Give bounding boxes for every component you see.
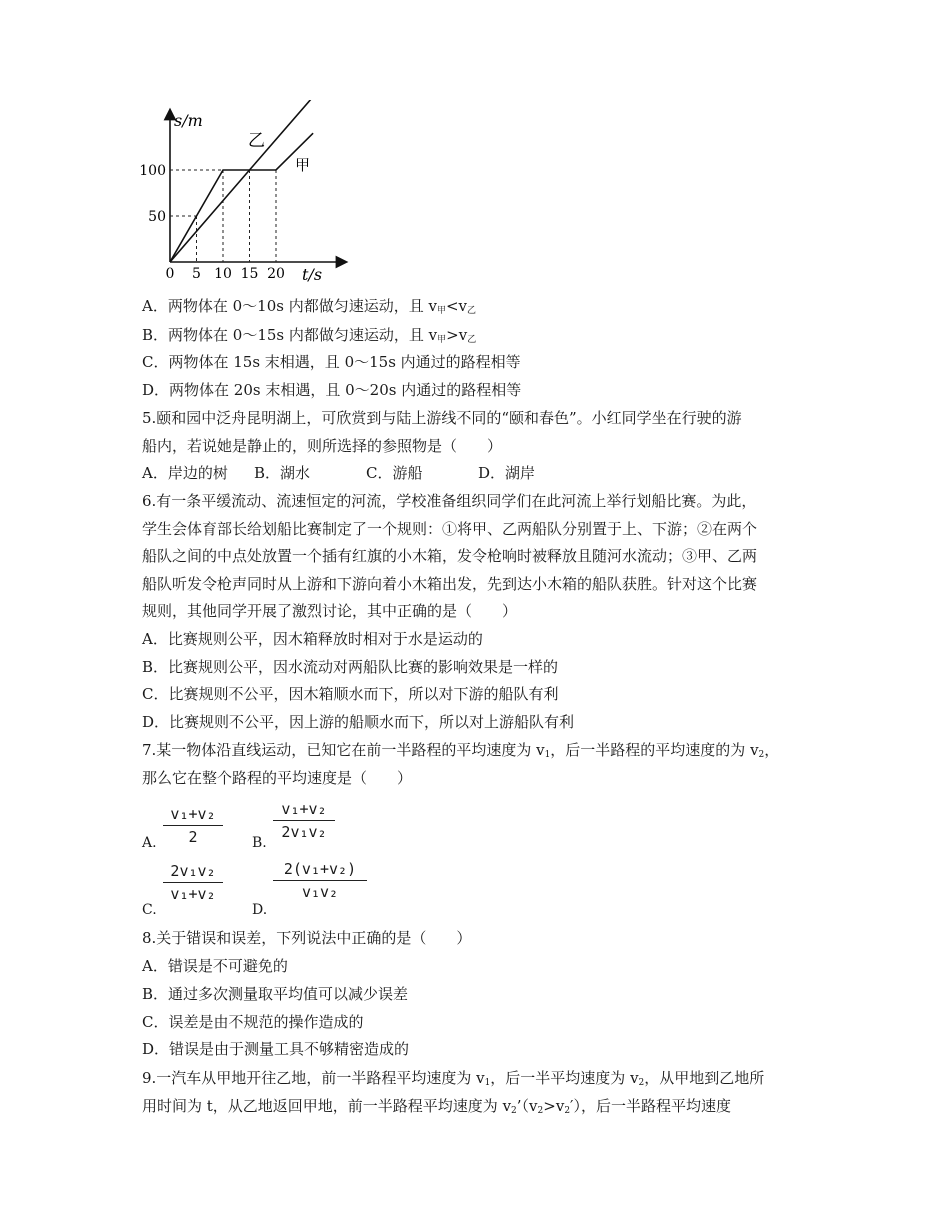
q9-stem-line2: 用时间为 t，从乙地返回甲地，前一半路程平均速度为 $v_2’(v_2>v_2')$，后一半路程平均速度 [142, 1097, 731, 1116]
x-tick-label: 0 [165, 266, 175, 282]
series-label-yi: 乙 [248, 131, 265, 151]
y-tick-label: 100 [139, 163, 166, 179]
q5-stem-line1: 5.颐和园中泛舟昆明湖上，可欣赏到与陆上游线不同的“颐和春色”。小红同学坐在行驶的游 [142, 409, 742, 427]
q6-stem-line1: 6.有一条平缓流动、流速恒定的河流，学校准备组织同学们在此河流上举行划船比赛。为此， [142, 492, 757, 510]
q8-option-a: A．错误是不可避免的 [142, 957, 288, 975]
q6-stem-line4: 船队听发令枪声同时从上游和下游向着小木箱出发，先到达小木箱的船队获胜。针对这个比赛 [142, 575, 758, 593]
q4-option-b: B．两物体在 0～15s 内都做匀速运动，且 $v_甲>v_乙$ [142, 326, 477, 345]
q6-option-a: A．比赛规则公平，因木箱释放时相对于水是运动的 [142, 630, 483, 648]
q5-option-a: A．岸边的树 [142, 464, 228, 482]
q5-stem-line2: 船内，若说她是静止的，则所选择的参照物是（ ） [142, 437, 503, 455]
q6-option-b: B．比赛规则公平，因水流动对两船队比赛的影响效果是一样的 [142, 658, 559, 676]
x-tick-label: 10 [214, 266, 232, 282]
q6-option-d: D．比赛规则不公平，因上游的船顺水而下，所以对上游船队有利 [142, 713, 575, 731]
st-graph [130, 100, 360, 290]
x-tick-label: 5 [192, 266, 201, 282]
series-line-yi [170, 133, 313, 262]
q4-option-c: C．两物体在 15s 末相遇，且 0～15s 内通过的路程相等 [142, 353, 521, 371]
y-axis-label: s/m [174, 111, 203, 130]
q5-option-d: D．湖岸 [478, 464, 536, 482]
q7-option-d-label: D. [252, 902, 268, 918]
q6-stem-line5: 规则，其他同学开展了激烈讨论，其中正确的是（ ） [142, 602, 518, 620]
q6-option-c: C．比赛规则不公平，因木箱顺水而下，所以对下游的船队有利 [142, 685, 559, 703]
q7-option-b-fraction: $\frac{\text{v₁+v₂}}{\text{2v₁v₂}}$ [273, 798, 335, 843]
y-tick-label: 50 [148, 209, 166, 225]
q5-option-c: C．游船 [366, 464, 423, 482]
q5-option-b: B．湖水 [254, 464, 311, 482]
q4-option-a: A．两物体在 0～10s 内都做匀速运动，且 $v_甲<v_乙$ [142, 297, 477, 316]
q4-option-d: D．两物体在 20s 末相遇，且 0～20s 内通过的路程相等 [142, 381, 522, 399]
q8-option-c: C．误差是由不规范的操作造成的 [142, 1013, 364, 1031]
q7-stem-line1: 7.某一物体沿直线运动，已知它在前一半路程的平均速度为 $v_1$，后一半路程的平均速度的为 $v_2$， [142, 741, 780, 760]
q7-option-b-label: B. [252, 835, 267, 851]
q9-stem-line1: 9.一汽车从甲地开往乙地，前一半路程平均速度为 $v_1$，后一半平均速度为 $v_2$，从甲地到乙地所 [142, 1069, 765, 1088]
q8-stem: 8.关于错误和误差，下列说法中正确的是（ ） [142, 929, 472, 947]
q7-option-a-fraction: $\frac{\text{v₁+v₂}}{2}$ [163, 803, 223, 848]
q7-option-c-fraction: $\frac{\text{2v₁v₂}}{\text{v₁+v₂}}$ [163, 860, 223, 905]
series-label-jia: 甲 [295, 156, 311, 174]
q7-option-d-fraction: $\frac{\text{2(v₁+v₂)}}{\text{v₁v₂}}$ [273, 858, 367, 903]
q6-stem-line3: 船队之间的中点处放置一个插有红旗的小木箱，发令枪响时被释放且随河水流动；③甲、乙两 [142, 547, 758, 565]
q7-stem-line2: 那么它在整个路程的平均速度是（ ） [142, 769, 413, 787]
q7-option-c-label: C. [142, 902, 157, 918]
q5-options [142, 463, 535, 483]
q6-stem-line2: 学生会体育部长给划船比赛制定了一个规则：①将甲、乙两船队分别置于上、下游；②在两个 [142, 520, 758, 538]
q7-option-a-label: A. [142, 835, 157, 851]
q8-option-d: D．错误是由于测量工具不够精密造成的 [142, 1040, 410, 1058]
x-tick-label: 20 [267, 266, 285, 282]
x-tick-label: 15 [240, 266, 259, 282]
x-axis-label: t/s [302, 265, 323, 284]
q8-option-b: B．通过多次测量取平均值可以减少误差 [142, 985, 409, 1003]
